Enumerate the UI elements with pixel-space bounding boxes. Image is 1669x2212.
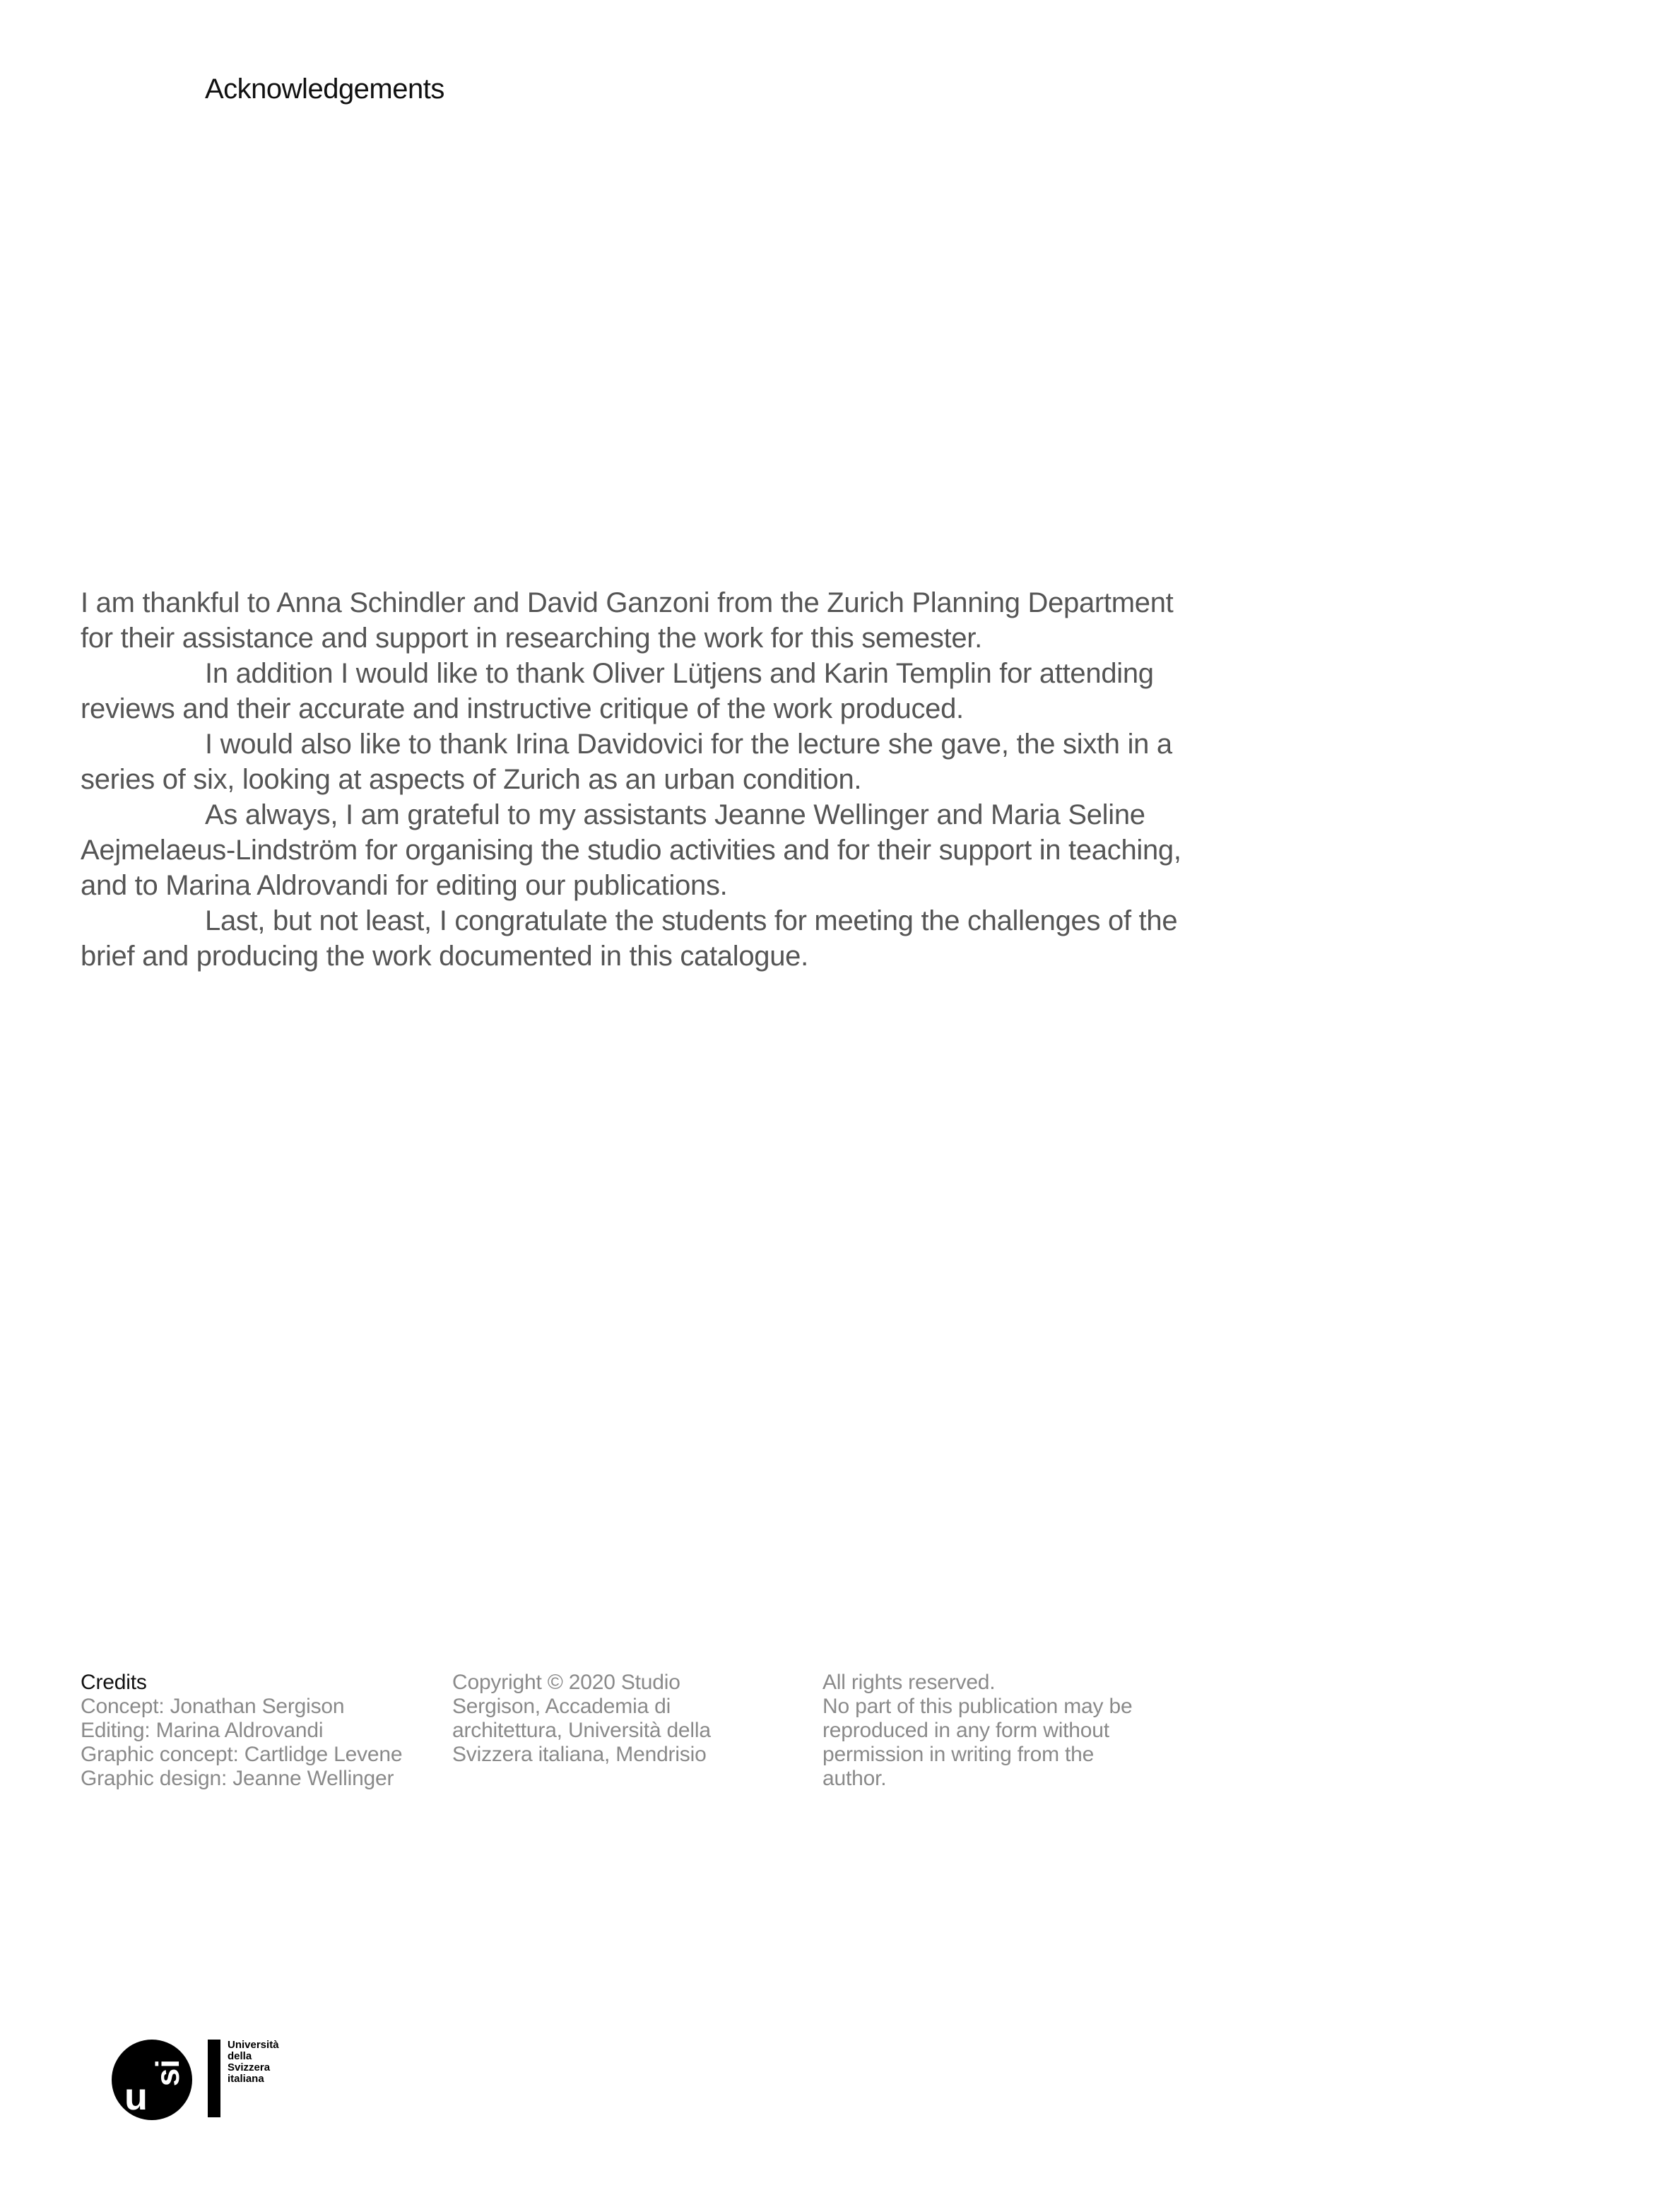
logo-text-line: Università	[228, 2040, 279, 2051]
logo-letters-si: si	[149, 2059, 187, 2087]
logo-text-line: Svizzera	[228, 2061, 271, 2073]
paragraph: Last, but not least, I congratulate the students for meeting the challenges of the brief and producing the work documented in this catalogue.	[81, 905, 1178, 972]
logo-bar	[208, 2040, 220, 2117]
logo-wordmark	[228, 2040, 284, 2085]
copyright-line: Svizzera italiana, Mendrisio	[452, 1743, 707, 1766]
rights-line: No part of this publication may be	[822, 1695, 1133, 1718]
acknowledgements-body	[81, 585, 1183, 974]
page-title: Acknowledgements	[205, 73, 444, 105]
paragraph: I am thankful to Anna Schindler and David Ganzoni from the Zurich Planning Department for their assistance and support in researching the work for this semester.	[81, 587, 1174, 654]
copyright-line: Sergison, Accademia di	[452, 1695, 671, 1718]
credit-line: Concept: Jonathan Sergison	[81, 1695, 345, 1718]
rights-line: All rights reserved.	[822, 1671, 996, 1694]
credit-line: Graphic concept: Cartlidge Levene	[81, 1743, 403, 1766]
usi-logo-icon	[112, 2040, 192, 2120]
credit-line: Graphic design: Jeanne Wellinger	[81, 1767, 394, 1790]
copyright-line: architettura, Università della	[452, 1719, 711, 1742]
logo-text-line: della	[228, 2050, 252, 2062]
credits-heading: Credits	[81, 1671, 147, 1694]
credits-column	[81, 1671, 441, 1791]
logo-text-line: italiana	[228, 2073, 264, 2085]
usi-logo	[112, 2035, 295, 2122]
credit-line: Editing: Marina Aldrovandi	[81, 1719, 324, 1742]
copyright-column	[452, 1671, 813, 1767]
paragraph: As always, I am grateful to my assistants Jeanne Wellinger and Maria Seline Aejmelaeus-Lindström for organising the studio activities and for their support in teaching, and to Marina Aldrovandi for editing our publications.	[81, 799, 1181, 901]
rights-line: author.	[822, 1767, 887, 1790]
logo-letter-u: u	[124, 2076, 148, 2118]
rights-line: reproduced in any form without	[822, 1719, 1109, 1742]
paragraph: I would also like to thank Irina Davidovici for the lecture she gave, the sixth in a series of six, looking at aspects of Zurich as an urban condition.	[81, 729, 1172, 795]
copyright-line: Copyright © 2020 Studio	[452, 1671, 680, 1694]
rights-line: permission in writing from the	[822, 1743, 1095, 1766]
rights-column	[822, 1671, 1183, 1791]
paragraph: In addition I would like to thank Oliver Lütjens and Karin Templin for attending reviews and their accurate and instructive critique of the work produced.	[81, 658, 1154, 724]
